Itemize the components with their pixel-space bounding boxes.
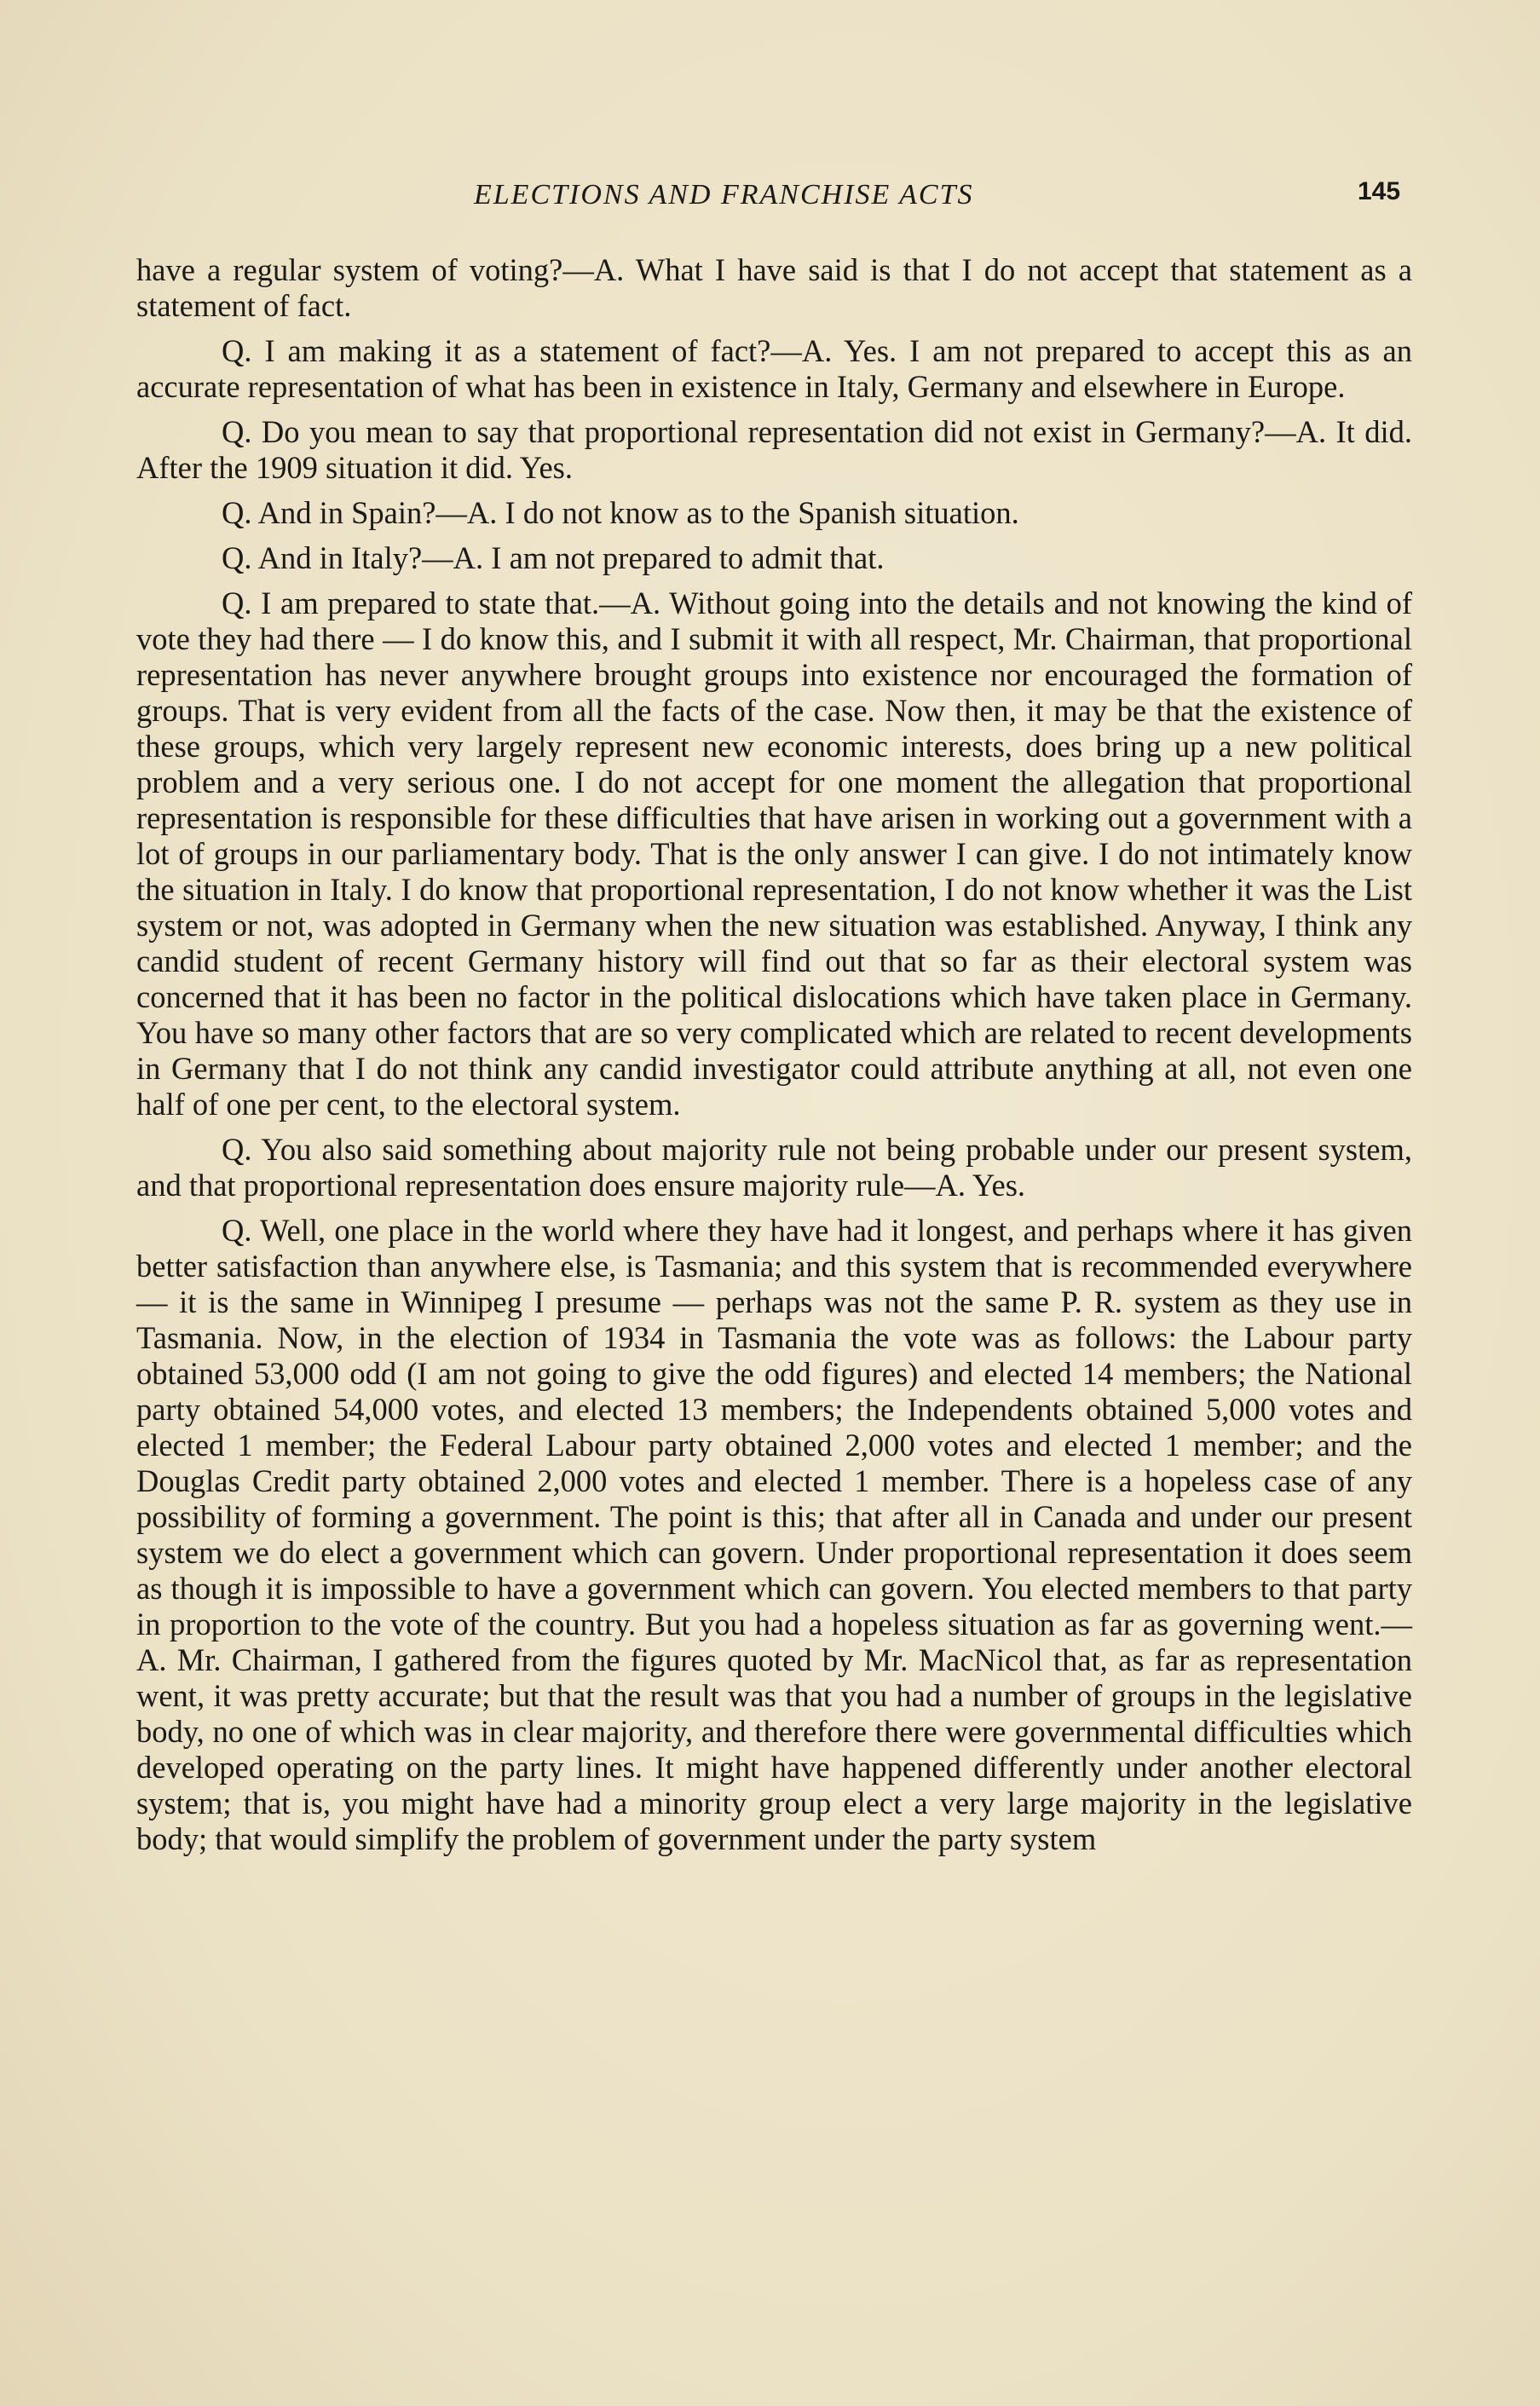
running-header [0,179,1540,222]
paragraph: Q. And in Spain?—A. I do not know as to the Spanish situation. [222,495,1019,530]
paragraph: Q. And in Italy?—A. I am not prepared to admit that. [222,540,885,575]
paragraph-continuation: have a regular system of voting?—A. What I have said is that I do not accept that statement as a statement of fact. [136,252,1412,323]
paragraph: Q. You also said something about majority rule not being probable under our present system, and that proportional representation does ensure majority rule—A. Yes. [136,1132,1412,1203]
page-number: 145 [1358,177,1401,205]
paragraph: Q. Do you mean to say that proportional representation did not exist in Germany?—A. It did. After the 1909 situation it did. Yes. [136,414,1412,485]
paragraph: Q. I am prepared to state that.—A. Without going into the details and not knowing the kind of vote they had there — I do know this, and I submit it with all respect, Mr. Chairman, that proportional representation has never anywhere brought groups into existence nor encouraged the formation of groups. That is very evident from all the facts of the case. Now then, it may be that the existence of these groups, which very largely represent new economic interests, does bring up a new political problem and a very serious one. I do not accept for one moment the allegation that proportional representation is responsible for these difficulties that have arisen in working out a government with a lot of groups in our parliamentary body. That is the only answer I can give. I do not intimately know the situation in Italy. I do know that proportional representation, I do not know whether it was the List system or not, was adopted in Germany when the new situation was established. Anyway, I think any candid student of recent Germany history will find out that so far as their electoral system was concerned that it has been no factor in the political dislocations which have taken place in Germany. You have so many other factors that are so very complicated which are related to recent developments in Germany that I do not think any candid investigator could attribute anything at all, not even one half of one per cent, to the electoral system. [136,586,1412,1122]
body-text [136,252,1412,1867]
paragraph: Q. I am making it as a statement of fact?—A. Yes. I am not prepared to accept this as an accurate representation of what has been in existence in Italy, Germany and elsewhere in Europe. [136,333,1412,404]
paragraph: Q. Well, one place in the world where they have had it longest, and perhaps where it has given better satisfaction than anywhere else, is Tasmania; and this system that is recommended everywhere — it is the same in Winnipeg I presume — perhaps was not the same P. R. system as they use in Tasmania. Now, in the election of 1934 in Tasmania the vote was as follows: the Labour party obtained 53,000 odd (I am not going to give the odd figures) and elected 14 members; the National party obtained 54,000 votes, and elected 13 members; the Independents obtained 5,000 votes and elected 1 member; the Federal Labour party obtained 2,000 votes and elected 1 member; and the Douglas Credit party obtained 2,000 votes and elected 1 member. There is a hopeless case of any possibility of forming a government. The point is this; that after all in Canada and under our present system we do elect a government which can govern. Under proportional representation it does seem as though it is impossible to have a government which can govern. You elected members to that party in proportion to the vote of the country. But you had a hopeless situation as far as governing went.—A. Mr. Chairman, I gathered from the figures quoted by Mr. MacNicol that, as far as representation went, it was pretty accurate; but that the result was that you had a number of groups in the legislative body, no one of which was in clear majority, and therefore there were governmental difficulties which developed operating on the party lines. It might have happened differently under another electoral system; that is, you might have had a minority group elect a very large majority in the legislative body; that would simplify the problem of government under the party system [136,1213,1412,1856]
running-title: ELECTIONS AND FRANCHISE ACTS [474,179,974,211]
